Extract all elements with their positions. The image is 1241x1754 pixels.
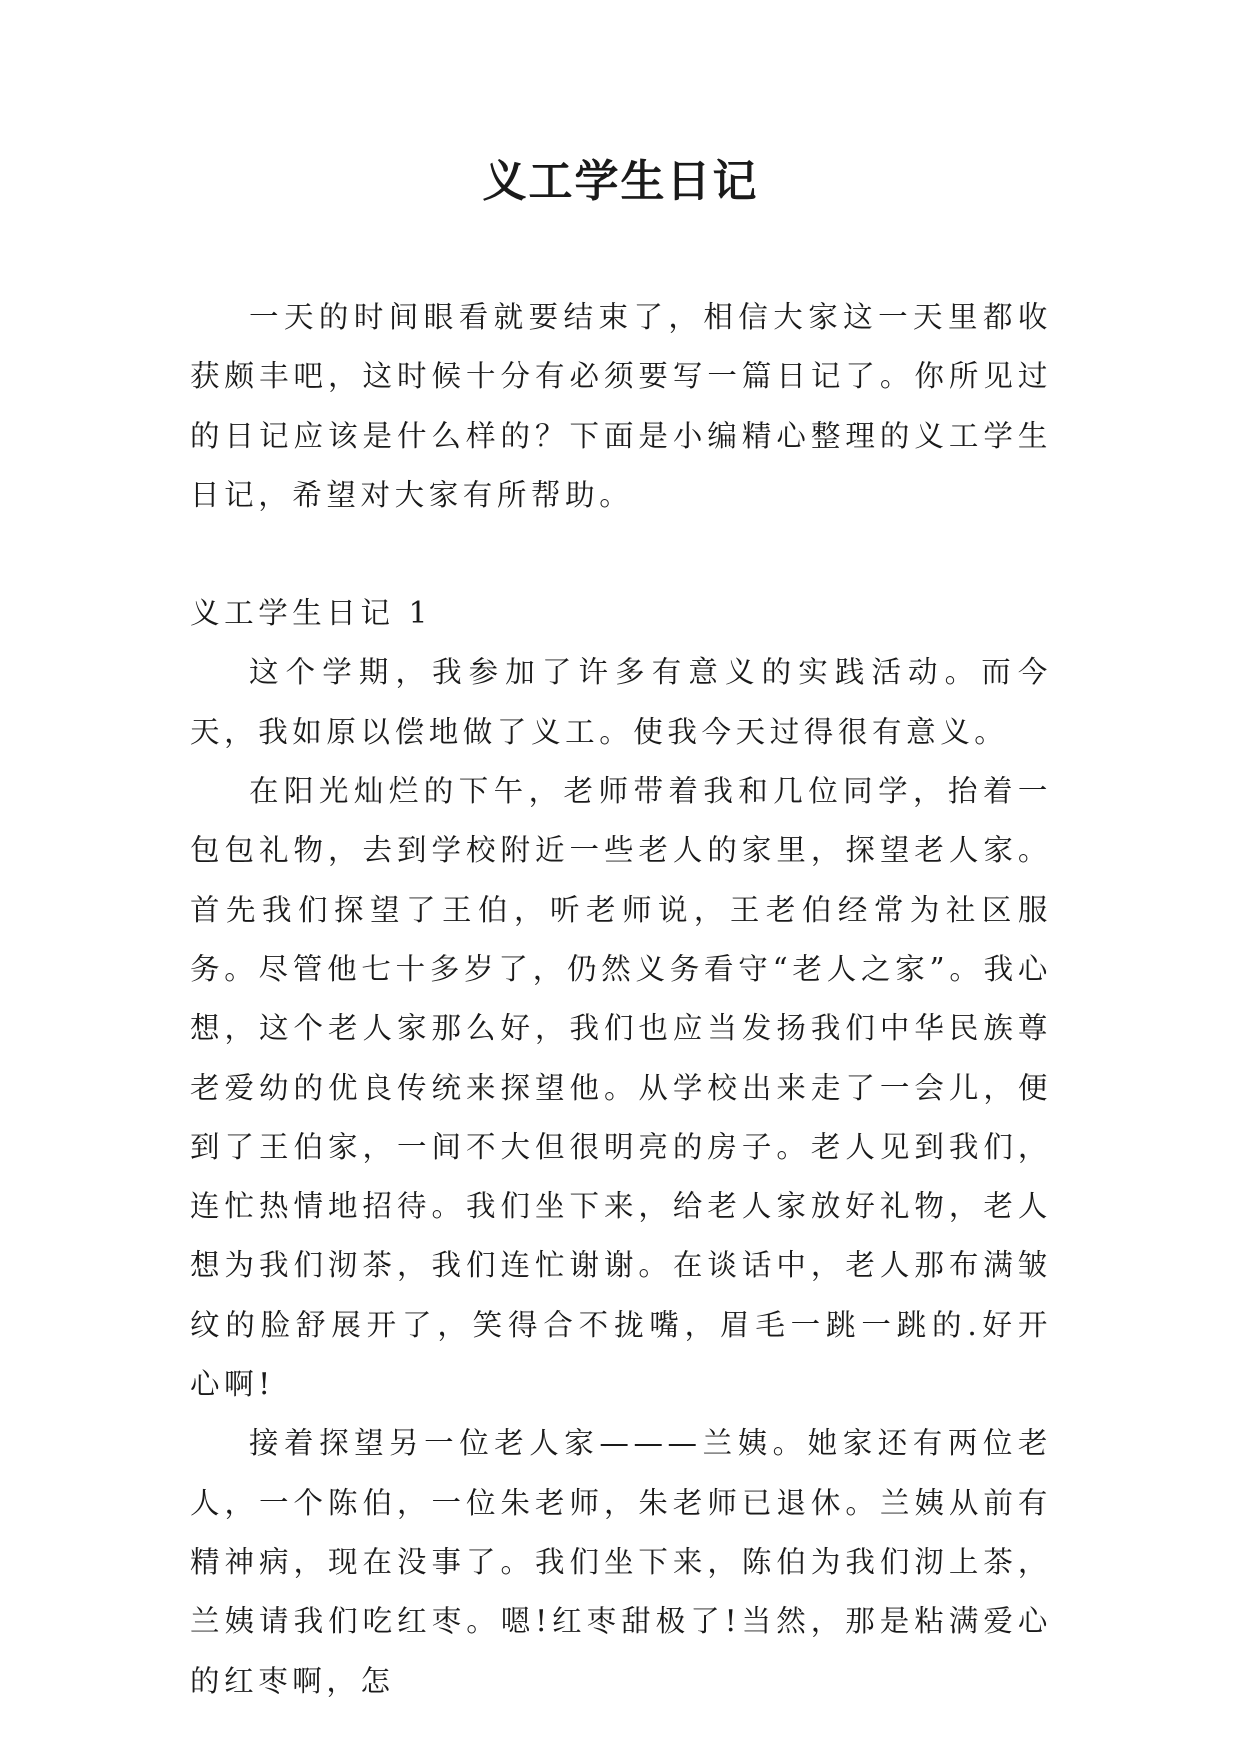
body-paragraph-2: 在阳光灿烂的下午，老师带着我和几位同学，抬着一包包礼物，去到学校附近一些老人的家里，探望老人家。首先我们探望了王伯，听老师说，王老伯经常为社区服务。尽管他七十多岁了，仍然义务看守“老人之家”。我心想，这个老人家那么好，我们也应当发扬我们中华民族尊老爱幼的优良传统来探望他。从学校出来走了一会儿，便到了王伯家，一间不大但很明亮的房子。老人见到我们，连忙热情地招待。我们坐下来，给老人家放好礼物，老人想为我们沏茶，我们连忙谢谢。在谈话中，老人那布满皱纹的脸舒展开了，笑得合不拢嘴，眉毛一跳一跳的.好开心啊! [190,774,1052,1402]
section-gap [190,525,1052,584]
intro-paragraph: 一天的时间眼看就要结束了，相信大家这一天里都收获颇丰吧，这时候十分有必须要写一篇日记了。你所见过的日记应该是什么样的？下面是小编精心整理的义工学生日记，希望对大家有所帮助。 [190,300,1052,512]
document-title: 义工学生日记 [482,156,759,207]
body-paragraph-1: 这个学期，我参加了许多有意义的实践活动。而今天，我如原以偿地做了义工。使我今天过得很有意义。 [190,655,1052,749]
section-heading: 义工学生日记 1 [190,596,432,631]
body-paragraph-3: 接着探望另一位老人家———兰姨。她家还有两位老人，一个陈伯，一位朱老师，朱老师已退休。兰姨从前有精神病，现在没事了。我们坐下来，陈伯为我们沏上茶，兰姨请我们吃红枣。嗯!红枣甜极了!当然，那是粘满爱心的红枣啊，怎 [190,1426,1052,1698]
document-body [190,288,1052,1711]
